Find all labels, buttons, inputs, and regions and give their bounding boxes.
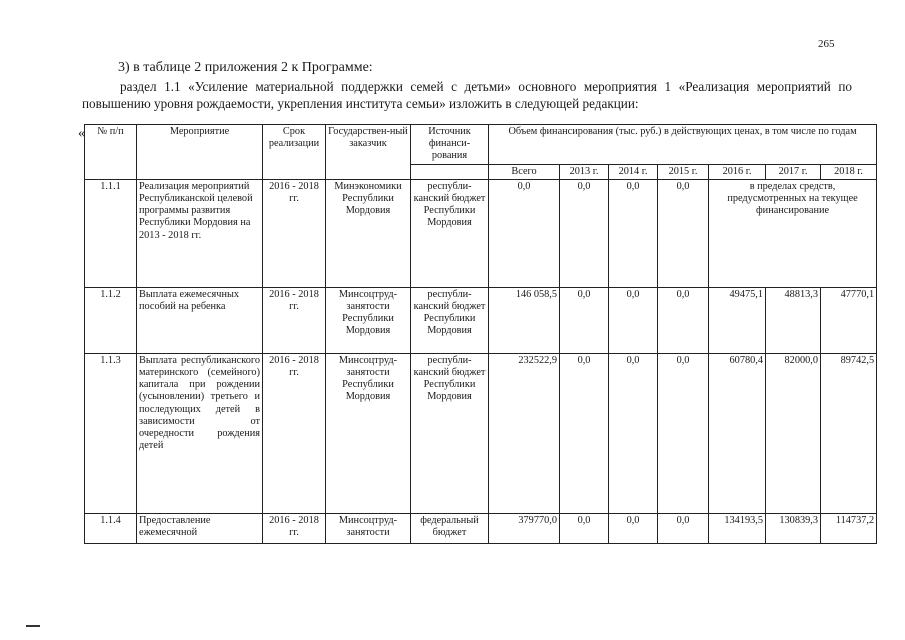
- row-total: 379770,0: [489, 513, 560, 543]
- row-2018: 47770,1: [821, 287, 877, 353]
- header-source: [411, 125, 489, 165]
- header-2016: 2016 г.: [709, 164, 766, 179]
- row-2014: 0,0: [609, 287, 658, 353]
- margin-mark: [26, 625, 40, 627]
- row-num: 1.1.2: [85, 287, 137, 353]
- row-2013: 0,0: [560, 287, 609, 353]
- row-2013: 0,0: [560, 353, 609, 513]
- table-row: [85, 287, 877, 353]
- row-2015: 0,0: [658, 179, 709, 287]
- row-event: Выплата ежемесячных пособий на ребенка: [137, 287, 263, 353]
- header-source-cont: [411, 164, 489, 179]
- header-2013: 2013 г.: [560, 164, 609, 179]
- row-period: 2016 - 2018 гг.: [263, 179, 326, 287]
- row-2015: 0,0: [658, 353, 709, 513]
- row-num: 1.1.4: [85, 513, 137, 543]
- opening-quote-mark: «: [78, 126, 85, 141]
- row-event: Предоставление ежемесячной: [137, 513, 263, 543]
- row-customer: Минсоцтруд-занятости: [326, 513, 411, 543]
- row-2016: 49475,1: [709, 287, 766, 353]
- header-2015: 2015 г.: [658, 164, 709, 179]
- header-row-1: [85, 125, 877, 165]
- row-customer: Минсоцтруд-занятости Республики Мордовия: [326, 287, 411, 353]
- row-2014: 0,0: [609, 179, 658, 287]
- header-2018: 2018 г.: [821, 164, 877, 179]
- row-2014: 0,0: [609, 353, 658, 513]
- row-event: Выплата республиканского материнского (семейного) капитала при рождении (усыновлении) третьего и последующих детей в зависимости от очередности рождения детей: [137, 353, 263, 513]
- table-row: [85, 353, 877, 513]
- row-period: 2016 - 2018 гг.: [263, 513, 326, 543]
- row-merged-note: в пределах средств, предусмотренных на текущее финансирование: [709, 179, 877, 287]
- row-2018: 114737,2: [821, 513, 877, 543]
- intro-line: 3) в таблице 2 приложения 2 к Программе:: [118, 60, 373, 75]
- row-period: 2016 - 2018 гг.: [263, 287, 326, 353]
- header-event: Мероприятие: [137, 125, 263, 180]
- row-num: 1.1.1: [85, 179, 137, 287]
- row-2017: 48813,3: [766, 287, 821, 353]
- row-source: республи-канский бюджет Республики Мордовия: [411, 353, 489, 513]
- header-source-text: Источник финанси-рования: [428, 126, 471, 162]
- row-total: 146 058,5: [489, 287, 560, 353]
- row-event: Реализация мероприятий Республиканской целевой программы развития Республики Мордовия на 2013 - 2018 гг.: [137, 179, 263, 287]
- row-source: республи-канский бюджет Республики Мордовия: [411, 179, 489, 287]
- row-2015: 0,0: [658, 287, 709, 353]
- row-2017: 82000,0: [766, 353, 821, 513]
- row-total: 0,0: [489, 179, 560, 287]
- header-2014: 2014 г.: [609, 164, 658, 179]
- row-period: 2016 - 2018 гг.: [263, 353, 326, 513]
- header-customer: Государствен-ный заказчик: [326, 125, 411, 180]
- row-num: 1.1.3: [85, 353, 137, 513]
- table-row: [85, 513, 877, 543]
- amendment-paragraph: раздел 1.1 «Усиление материальной поддержки семей с детьми» основного мероприятия 1 «Реализация мероприятий по повышению уровня рождаемости, укрепления института семьи» изложить в следующей редакции:: [82, 79, 852, 111]
- page-number: 265: [818, 38, 835, 50]
- table-row: [85, 179, 877, 287]
- row-source: республи-канский бюджет Республики Мордовия: [411, 287, 489, 353]
- row-2013: 0,0: [560, 513, 609, 543]
- row-2015: 0,0: [658, 513, 709, 543]
- row-2013: 0,0: [560, 179, 609, 287]
- row-2017: 130839,3: [766, 513, 821, 543]
- row-2018: 89742,5: [821, 353, 877, 513]
- row-2016: 60780,4: [709, 353, 766, 513]
- row-total: 232522,9: [489, 353, 560, 513]
- header-total: Всего: [489, 164, 560, 179]
- funding-table: [84, 124, 877, 544]
- header-period: Срок реализации: [263, 125, 326, 180]
- row-source: федеральный бюджет: [411, 513, 489, 543]
- header-volume: Объем финансирования (тыс. руб.) в действующих ценах, в том числе по годам: [489, 125, 877, 165]
- header-num: № п/п: [85, 125, 137, 180]
- row-customer: Минсоцтруд-занятости Республики Мордовия: [326, 353, 411, 513]
- header-2017: 2017 г.: [766, 164, 821, 179]
- row-2016: 134193,5: [709, 513, 766, 543]
- row-2014: 0,0: [609, 513, 658, 543]
- row-customer: Минэкономики Республики Мордовия: [326, 179, 411, 287]
